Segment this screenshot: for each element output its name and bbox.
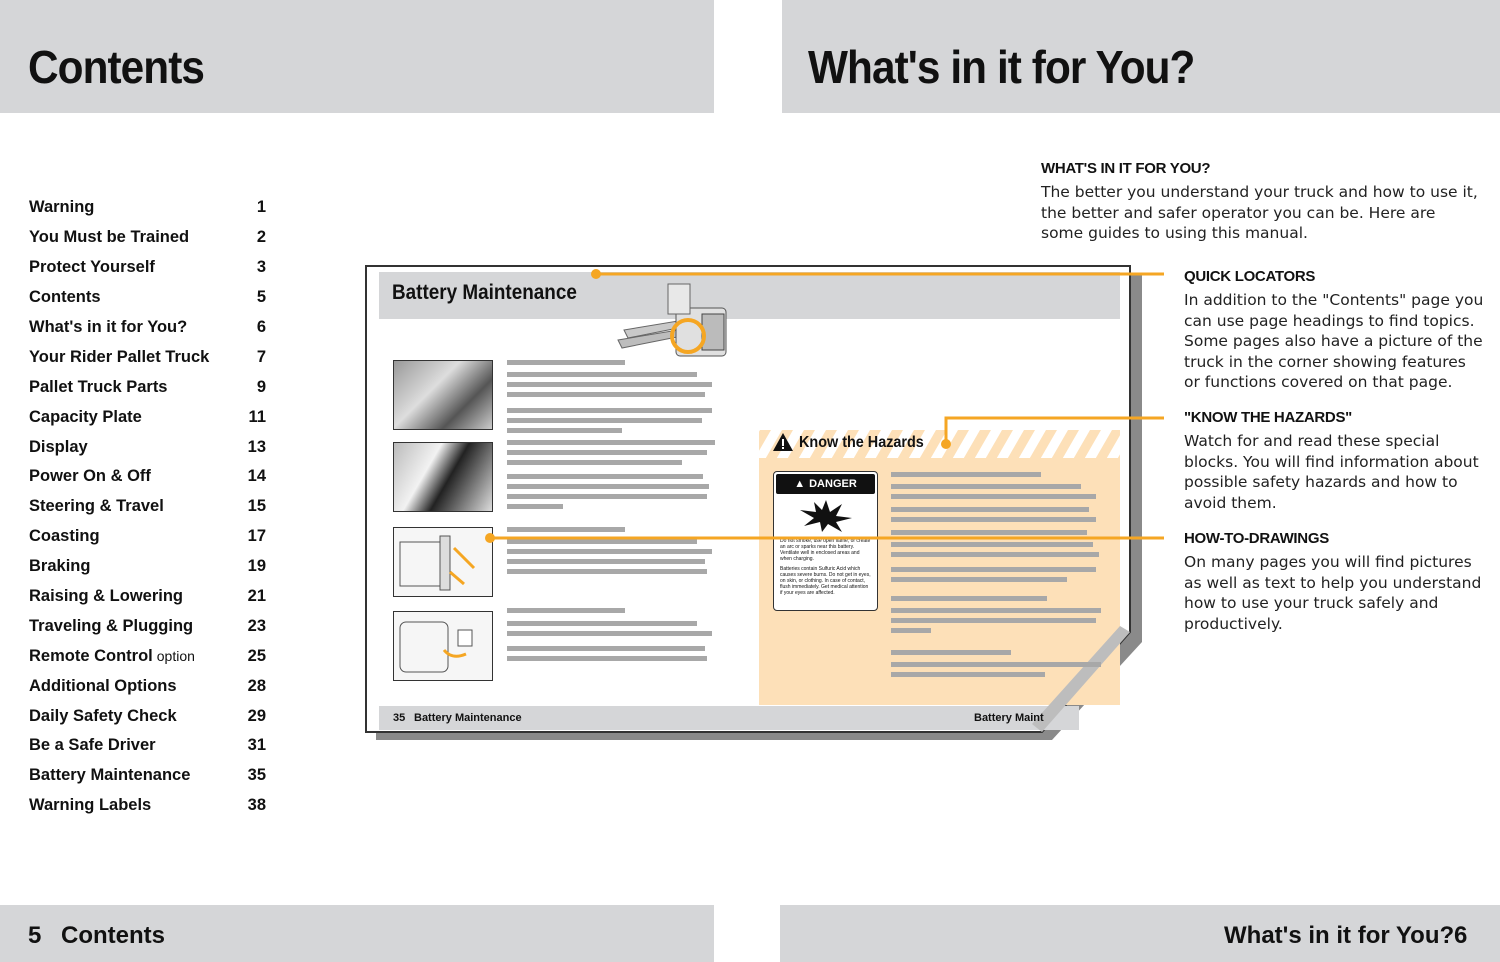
toc-entry-label-wrap <box>29 467 151 486</box>
toc-entry-label-wrap <box>29 438 88 457</box>
toc-entry-label-wrap <box>29 736 156 755</box>
toc-entry[interactable] <box>29 701 266 731</box>
toc-entry-page: 28 <box>247 676 266 695</box>
toc-entry-label: Protect Yourself <box>29 258 155 277</box>
sample-page-illustration <box>362 262 1152 747</box>
footer-label-right: What's in it for You? <box>1224 922 1455 949</box>
toc-entry-label-wrap <box>29 378 168 397</box>
toc-entry[interactable] <box>29 283 266 313</box>
toc-entry[interactable] <box>29 253 266 283</box>
toc-entry-label-wrap <box>29 258 155 277</box>
toc-entry-page: 9 <box>256 377 266 396</box>
toc-entry-label-wrap <box>29 497 164 516</box>
toc-entry-page: 11 <box>248 407 266 426</box>
toc-entry-page: 23 <box>247 616 266 635</box>
footer-page-number-left: 5 <box>28 922 42 949</box>
toc-entry-label-wrap <box>29 527 100 546</box>
toc-entry-page: 21 <box>247 587 266 606</box>
toc-entry-page: 13 <box>247 437 266 456</box>
toc-entry-label: Pallet Truck Parts <box>29 377 168 396</box>
toc-entry-page: 15 <box>247 497 266 516</box>
toc-entry-label: What's in it for You? <box>29 318 188 336</box>
toc-entry-label: Contents <box>29 288 101 307</box>
toc-entry-label: Remote Control <box>29 646 153 665</box>
intro-heading: WHAT'S IN IT FOR YOU? <box>1041 160 1211 177</box>
toc-entry-page: 35 <box>247 766 266 785</box>
toc-entry[interactable] <box>29 791 266 821</box>
toc-entry[interactable] <box>29 193 266 223</box>
toc-entry-label: Display <box>29 437 88 456</box>
footer-label-left: Contents <box>61 922 165 949</box>
toc-entry-page: 17 <box>247 527 266 546</box>
toc-entry[interactable] <box>29 761 266 791</box>
toc-entry-page: 19 <box>247 557 266 576</box>
toc-entry-page: 1 <box>256 198 266 217</box>
toc-entry-page: 3 <box>256 258 266 277</box>
toc-entry[interactable] <box>29 671 266 701</box>
toc-entry-label-wrap <box>29 408 142 427</box>
toc-entry-label: Daily Safety Check <box>29 706 177 725</box>
toc-entry[interactable] <box>29 462 266 492</box>
toc-entry-label-wrap <box>29 557 90 576</box>
toc-entry-page: 7 <box>256 347 266 366</box>
sample-page-heading: Battery Maintenance <box>392 281 577 304</box>
toc-entry-label-wrap <box>29 677 177 696</box>
toc-entry-label: You Must be Trained <box>29 228 190 247</box>
toc-entry-suffix: option <box>156 647 195 664</box>
toc-entry-label: Raising & Lowering <box>29 587 184 606</box>
toc-entry-label-wrap <box>29 587 183 606</box>
toc-entry-page: 38 <box>247 796 266 815</box>
toc-entry[interactable] <box>29 313 266 343</box>
toc-entry-label: Warning <box>29 198 95 217</box>
toc-entry[interactable] <box>29 552 266 582</box>
toc-entry-label-wrap <box>29 348 209 367</box>
toc-entry[interactable] <box>29 582 266 612</box>
sample-footer-label-right: Battery Maint <box>974 712 1044 724</box>
toc-entry[interactable] <box>29 641 266 671</box>
toc-entry[interactable] <box>29 731 266 761</box>
toc-entry-label: Additional Options <box>29 676 177 695</box>
hazard-title: Know the Hazards <box>799 434 924 451</box>
toc-entry-label-wrap <box>29 766 190 785</box>
section-heading-how-to-drawings: HOW-TO-DRAWINGS <box>1184 530 1329 547</box>
section-heading-know-hazards: "KNOW THE HAZARDS" <box>1184 409 1352 426</box>
danger-text-1: Do not smoke, use open flame, or create an arc or sparks near this battery. Ventilate well in enclosed areas and when charging. <box>780 538 871 562</box>
page-title-whats-in-it: What's in it for You? <box>808 41 1195 93</box>
toc-entry[interactable] <box>29 522 266 552</box>
toc-entry-label: Be a Safe Driver <box>29 736 156 755</box>
toc-entry-page: 31 <box>247 736 266 755</box>
section-text-quick-locators: In addition to the "Contents" page you can use page headings to find topics. Some pages also have a picture of the truck in the corner showing features or functions covered on that page. <box>1184 291 1484 391</box>
toc-entry-page: 2 <box>256 228 266 247</box>
toc-entry-label: Coasting <box>29 527 100 546</box>
toc-entry-label: Braking <box>29 557 91 576</box>
section-text-how-to-drawings: On many pages you will find pictures as well as text to help you understand how to use your truck safely and productively. <box>1184 553 1482 633</box>
toc-entry[interactable] <box>29 342 266 372</box>
toc-entry-label: Traveling & Plugging <box>29 616 194 635</box>
toc-entry-label-wrap <box>29 647 195 666</box>
toc-entry-page: 5 <box>256 288 266 307</box>
toc-entry[interactable] <box>29 432 266 462</box>
toc-entry-page: 6 <box>256 318 266 336</box>
danger-triangle-icon: ▲ <box>794 478 806 490</box>
section-text-know-hazards: Watch for and read these special blocks. You will find information about possible safety hazards and how to avoid them. <box>1184 432 1479 512</box>
danger-text-2: Batteries contain Sulfuric Acid which causes severe burns. Do not get in eyes, on skin, or clothing. In case of contact, flush immediately. Get medical attention if your eyes are affected. <box>780 566 871 596</box>
toc-entry[interactable] <box>29 611 266 641</box>
toc-entry[interactable] <box>29 492 266 522</box>
toc-entry-label-wrap <box>29 796 151 815</box>
sample-footer-page-number: 35 <box>393 712 406 724</box>
toc-entry-page: 25 <box>247 646 266 665</box>
sample-footer-label-left: Battery Maintenance <box>414 712 522 724</box>
toc-entry-label-wrap <box>29 198 94 217</box>
intro-text: The better you understand your truck and how to use it, the better and safer operator you can be. Here are some guides to using this manual. <box>1041 183 1478 242</box>
danger-label: DANGER <box>809 478 857 490</box>
toc-entry-page: 29 <box>247 706 266 725</box>
toc-entry-label: Your Rider Pallet Truck <box>29 347 210 366</box>
toc-entry-label: Battery Maintenance <box>29 766 191 785</box>
toc-entry-label-wrap <box>29 707 177 726</box>
toc-entry-label-wrap <box>29 617 193 636</box>
page-title-contents: Contents <box>28 41 205 93</box>
table-of-contents <box>29 193 266 821</box>
section-heading-quick-locators: QUICK LOCATORS <box>1184 268 1316 285</box>
toc-entry-label-wrap <box>29 228 189 247</box>
toc-entry-label: Steering & Travel <box>29 497 164 516</box>
toc-entry-label: Capacity Plate <box>29 407 142 426</box>
sample-text-lines-hazard <box>362 262 1152 747</box>
toc-entry[interactable] <box>29 402 266 432</box>
footer-page-number-right: 6 <box>1454 922 1468 949</box>
toc-entry-label: Warning Labels <box>29 796 152 815</box>
toc-entry-page: 14 <box>247 467 266 486</box>
toc-entry[interactable] <box>29 372 266 402</box>
toc-entry-label: Power On & Off <box>29 467 151 486</box>
toc-entry-label-wrap <box>29 318 187 337</box>
toc-entry-label-wrap <box>29 288 101 307</box>
toc-entry[interactable] <box>29 223 266 253</box>
